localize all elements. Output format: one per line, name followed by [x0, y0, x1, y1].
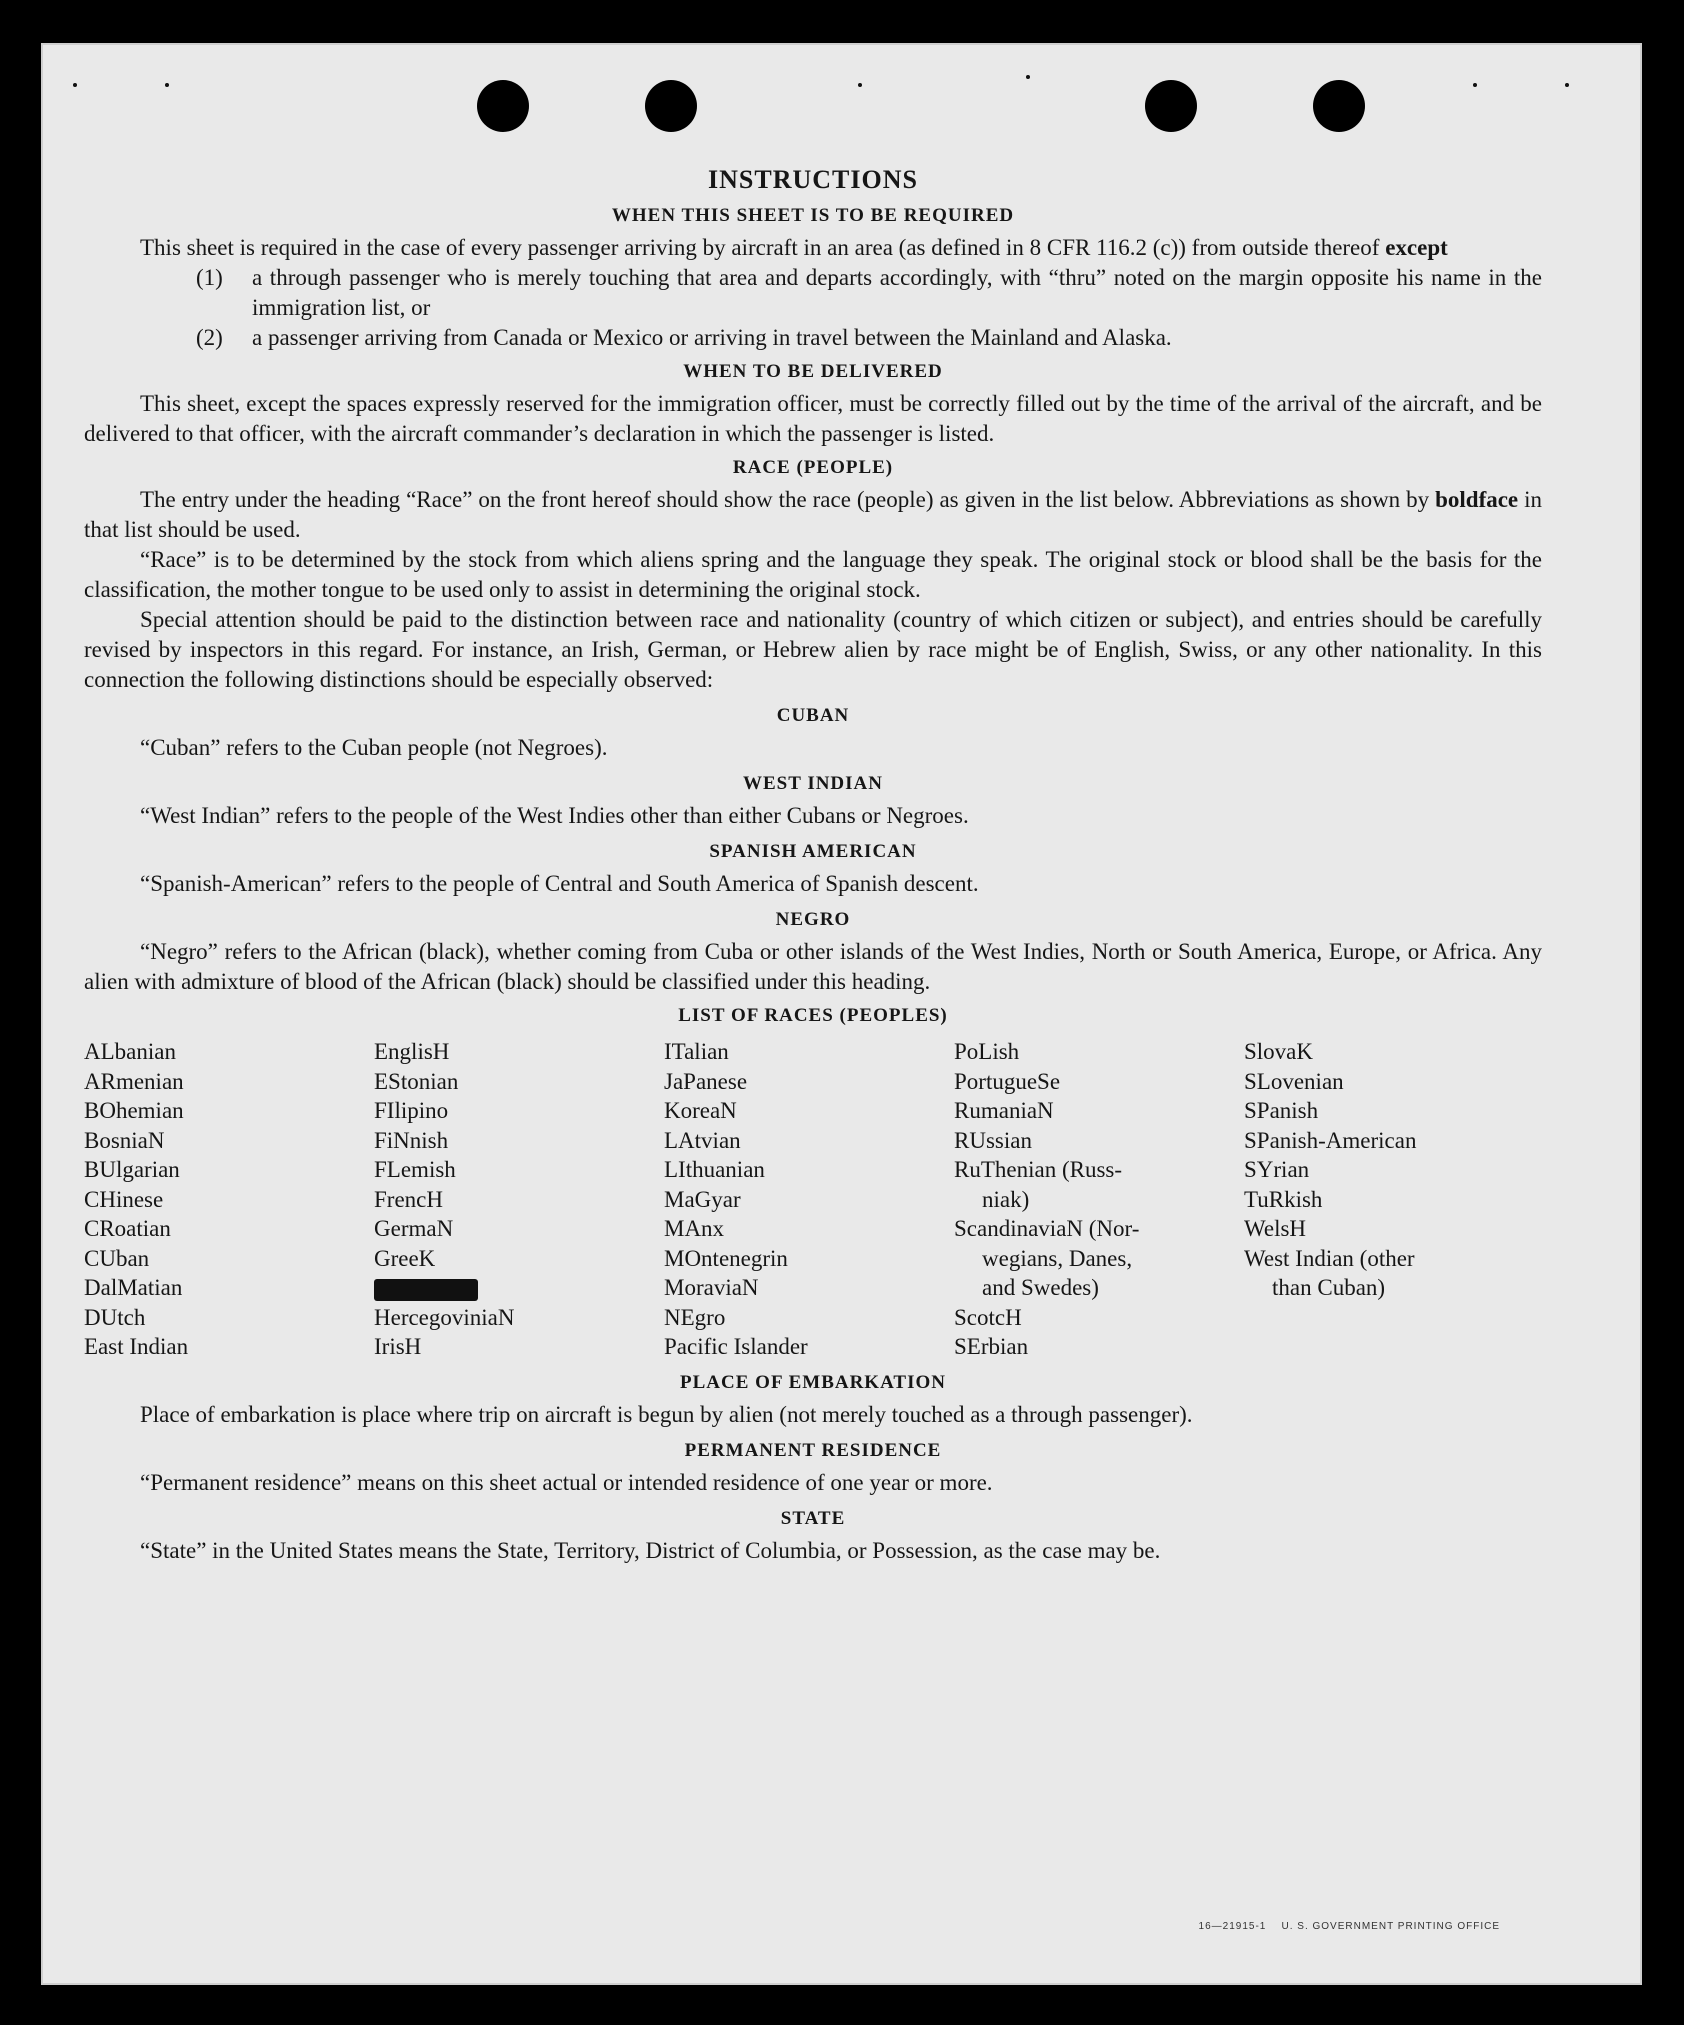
paragraph: “West Indian” refers to the people of the West Indies other than either Cubans or Negroes.	[140, 803, 969, 828]
speck	[165, 83, 169, 87]
race-item: WelsH	[1244, 1216, 1307, 1241]
heading-west-indian: WEST INDIAN	[743, 773, 883, 794]
paragraph: Place of embarkation is place where trip on aircraft is begun by alien (not merely touched as a through passenger).	[140, 1401, 1193, 1427]
paragraph: “State” in the United States means the State, Territory, District of Columbia, or Possession, as the case may be.	[140, 1537, 1161, 1563]
heading-cuban: CUBAN	[776, 705, 850, 726]
page-title: INSTRUCTIONS	[708, 165, 918, 194]
race-item: SlovaK	[1244, 1039, 1313, 1064]
heading-list-of-races: LIST OF RACES (PEOPLES)	[678, 1005, 948, 1026]
race-item: SYrian	[1244, 1157, 1310, 1182]
race-column	[374, 1037, 664, 1362]
speck	[1026, 75, 1030, 79]
race-item: FIlipino	[374, 1098, 449, 1123]
speck	[1565, 83, 1569, 87]
race-item: SPanish-American	[1244, 1127, 1417, 1153]
race-item: TuRkish	[1244, 1186, 1323, 1212]
heading-when-required: WHEN THIS SHEET IS TO BE REQUIRED	[611, 205, 1015, 226]
race-item: SErbian	[954, 1334, 1029, 1359]
race-item: DalMatian	[84, 1275, 183, 1300]
redaction-mark	[374, 1279, 478, 1301]
printer-imprint: 16—21915-1 U. S. GOVERNMENT PRINTING OFFICE	[1198, 1921, 1500, 1932]
race-item: BosniaN	[84, 1127, 165, 1153]
race-item: PoLish	[954, 1039, 1020, 1064]
race-item: and Swedes)	[982, 1275, 1099, 1300]
heading-race: RACE (PEOPLE)	[732, 457, 894, 478]
race-column	[84, 1037, 374, 1362]
race-item: BOhemian	[84, 1098, 184, 1123]
paragraph: This sheet, except the spaces expressly reserved for the immigration officer, must be correctly filled out by the time of the arrival of the aircraft, and be delivered to that officer, with the aircraft commander’s declaration in which the passenger is listed.	[84, 391, 1542, 446]
race-item: RUssian	[954, 1127, 1032, 1153]
race-item: LAtvian	[664, 1127, 741, 1153]
race-item: CRoatian	[84, 1216, 171, 1241]
speck	[1473, 83, 1477, 87]
paragraph: The entry under the heading “Race” on the front hereof should show the race (people) as given in the list below. Abbreviations as shown by boldface in that list should be used.	[84, 487, 1543, 542]
heading-negro: NEGRO	[775, 909, 851, 930]
paragraph: “Permanent residence” means on this sheet actual or intended residence of one year or more.	[140, 1469, 993, 1495]
race-item: MOntenegrin	[664, 1245, 788, 1271]
race-item: SLovenian	[1244, 1068, 1344, 1094]
race-list	[84, 1037, 1542, 1362]
race-item: EnglisH	[374, 1039, 450, 1064]
race-item: HercegoviniaN	[374, 1304, 515, 1330]
race-column	[1244, 1037, 1534, 1362]
race-item-redacted	[374, 1273, 664, 1303]
paragraph: “Spanish-American” refers to the people of Central and South America of Spanish descent.	[140, 871, 979, 896]
paragraph: “Negro” refers to the African (black), whether coming from Cuba or other islands of the West Indies, North or South America, Europe, or Africa. Any alien with admixture of blood of the African (black) should be classified under this heading.	[84, 939, 1542, 994]
race-item: wegians, Danes,	[982, 1245, 1133, 1271]
race-item: PortugueSe	[954, 1068, 1061, 1094]
paragraph: “Cuban” refers to the Cuban people (not Negroes).	[140, 735, 608, 760]
heading-place-of-embarkation: PLACE OF EMBARKATION	[680, 1371, 946, 1393]
race-item: RumaniaN	[954, 1098, 1054, 1123]
race-item: MAnx	[664, 1216, 725, 1241]
race-item: MoraviaN	[664, 1275, 759, 1300]
heading-when-delivered: WHEN TO BE DELIVERED	[683, 361, 943, 382]
race-item: BUlgarian	[84, 1157, 180, 1182]
heading-spanish-american: SPANISH AMERICAN	[709, 841, 917, 862]
list-item: (1) a through passenger who is merely touching that area and departs accordingly, with “thru” noted on the margin opposite his name in the immigration list, or	[196, 265, 1542, 320]
race-item: GreeK	[374, 1245, 436, 1271]
speck	[858, 83, 862, 87]
punch-hole	[1313, 80, 1365, 132]
race-item: RuThenian (Russ-	[954, 1157, 1123, 1182]
race-item: SPanish	[1244, 1098, 1319, 1123]
race-item: ITalian	[664, 1039, 729, 1064]
race-item: DUtch	[84, 1304, 146, 1330]
document-page	[41, 43, 1642, 1985]
punch-hole	[645, 80, 697, 132]
race-item: NEgro	[664, 1304, 726, 1330]
paragraph: This sheet is required in the case of every passenger arriving by aircraft in an area (as defined in 8 CFR 116.2 (c)) from outside thereof except	[140, 235, 1448, 260]
race-item: MaGyar	[664, 1186, 741, 1212]
race-item: FiNnish	[374, 1127, 449, 1153]
speck	[73, 83, 77, 87]
race-item: niak)	[982, 1186, 1030, 1212]
heading-permanent-residence: PERMANENT RESIDENCE	[684, 1439, 942, 1461]
race-item: FrencH	[374, 1186, 443, 1212]
race-item: West Indian (other	[1244, 1245, 1415, 1271]
race-item: Pacific Islander	[664, 1334, 808, 1359]
race-item: CUban	[84, 1245, 150, 1271]
race-item: IrisH	[374, 1334, 422, 1359]
race-item: EStonian	[374, 1068, 459, 1094]
race-item: ScandinaviaN (Nor-	[954, 1216, 1140, 1241]
race-item: FLemish	[374, 1157, 456, 1182]
race-item: ALbanian	[84, 1039, 176, 1064]
race-item: East Indian	[84, 1334, 189, 1359]
heading-state: STATE	[780, 1507, 846, 1529]
race-item: GermaN	[374, 1216, 454, 1241]
race-item: LIthuanian	[664, 1157, 765, 1182]
race-item: ScotcH	[954, 1304, 1022, 1330]
race-item: ARmenian	[84, 1068, 184, 1094]
race-item: than Cuban)	[1272, 1275, 1386, 1300]
paragraph: “Race” is to be determined by the stock from which aliens spring and the language they speak. The original stock or blood shall be the basis for the classification, the mother tongue to be used only to assist in determining the original stock.	[84, 547, 1542, 602]
race-column	[954, 1037, 1244, 1362]
race-item: JaPanese	[664, 1068, 748, 1094]
punch-hole	[1145, 80, 1197, 132]
paragraph: Special attention should be paid to the distinction between race and nationality (country of which citizen or subject), and entries should be carefully revised by inspectors in this regard. For instance, an Irish, German, or Hebrew alien by race might be of English, Swiss, or any other nationality. In this connection the following distinctions should be especially observed:	[84, 607, 1542, 692]
race-column	[664, 1037, 954, 1362]
race-item: KoreaN	[664, 1098, 737, 1123]
punch-hole	[477, 80, 529, 132]
race-item: CHinese	[84, 1186, 164, 1212]
list-item: (2) a passenger arriving from Canada or Mexico or arriving in travel between the Mainland and Alaska.	[196, 325, 1172, 350]
